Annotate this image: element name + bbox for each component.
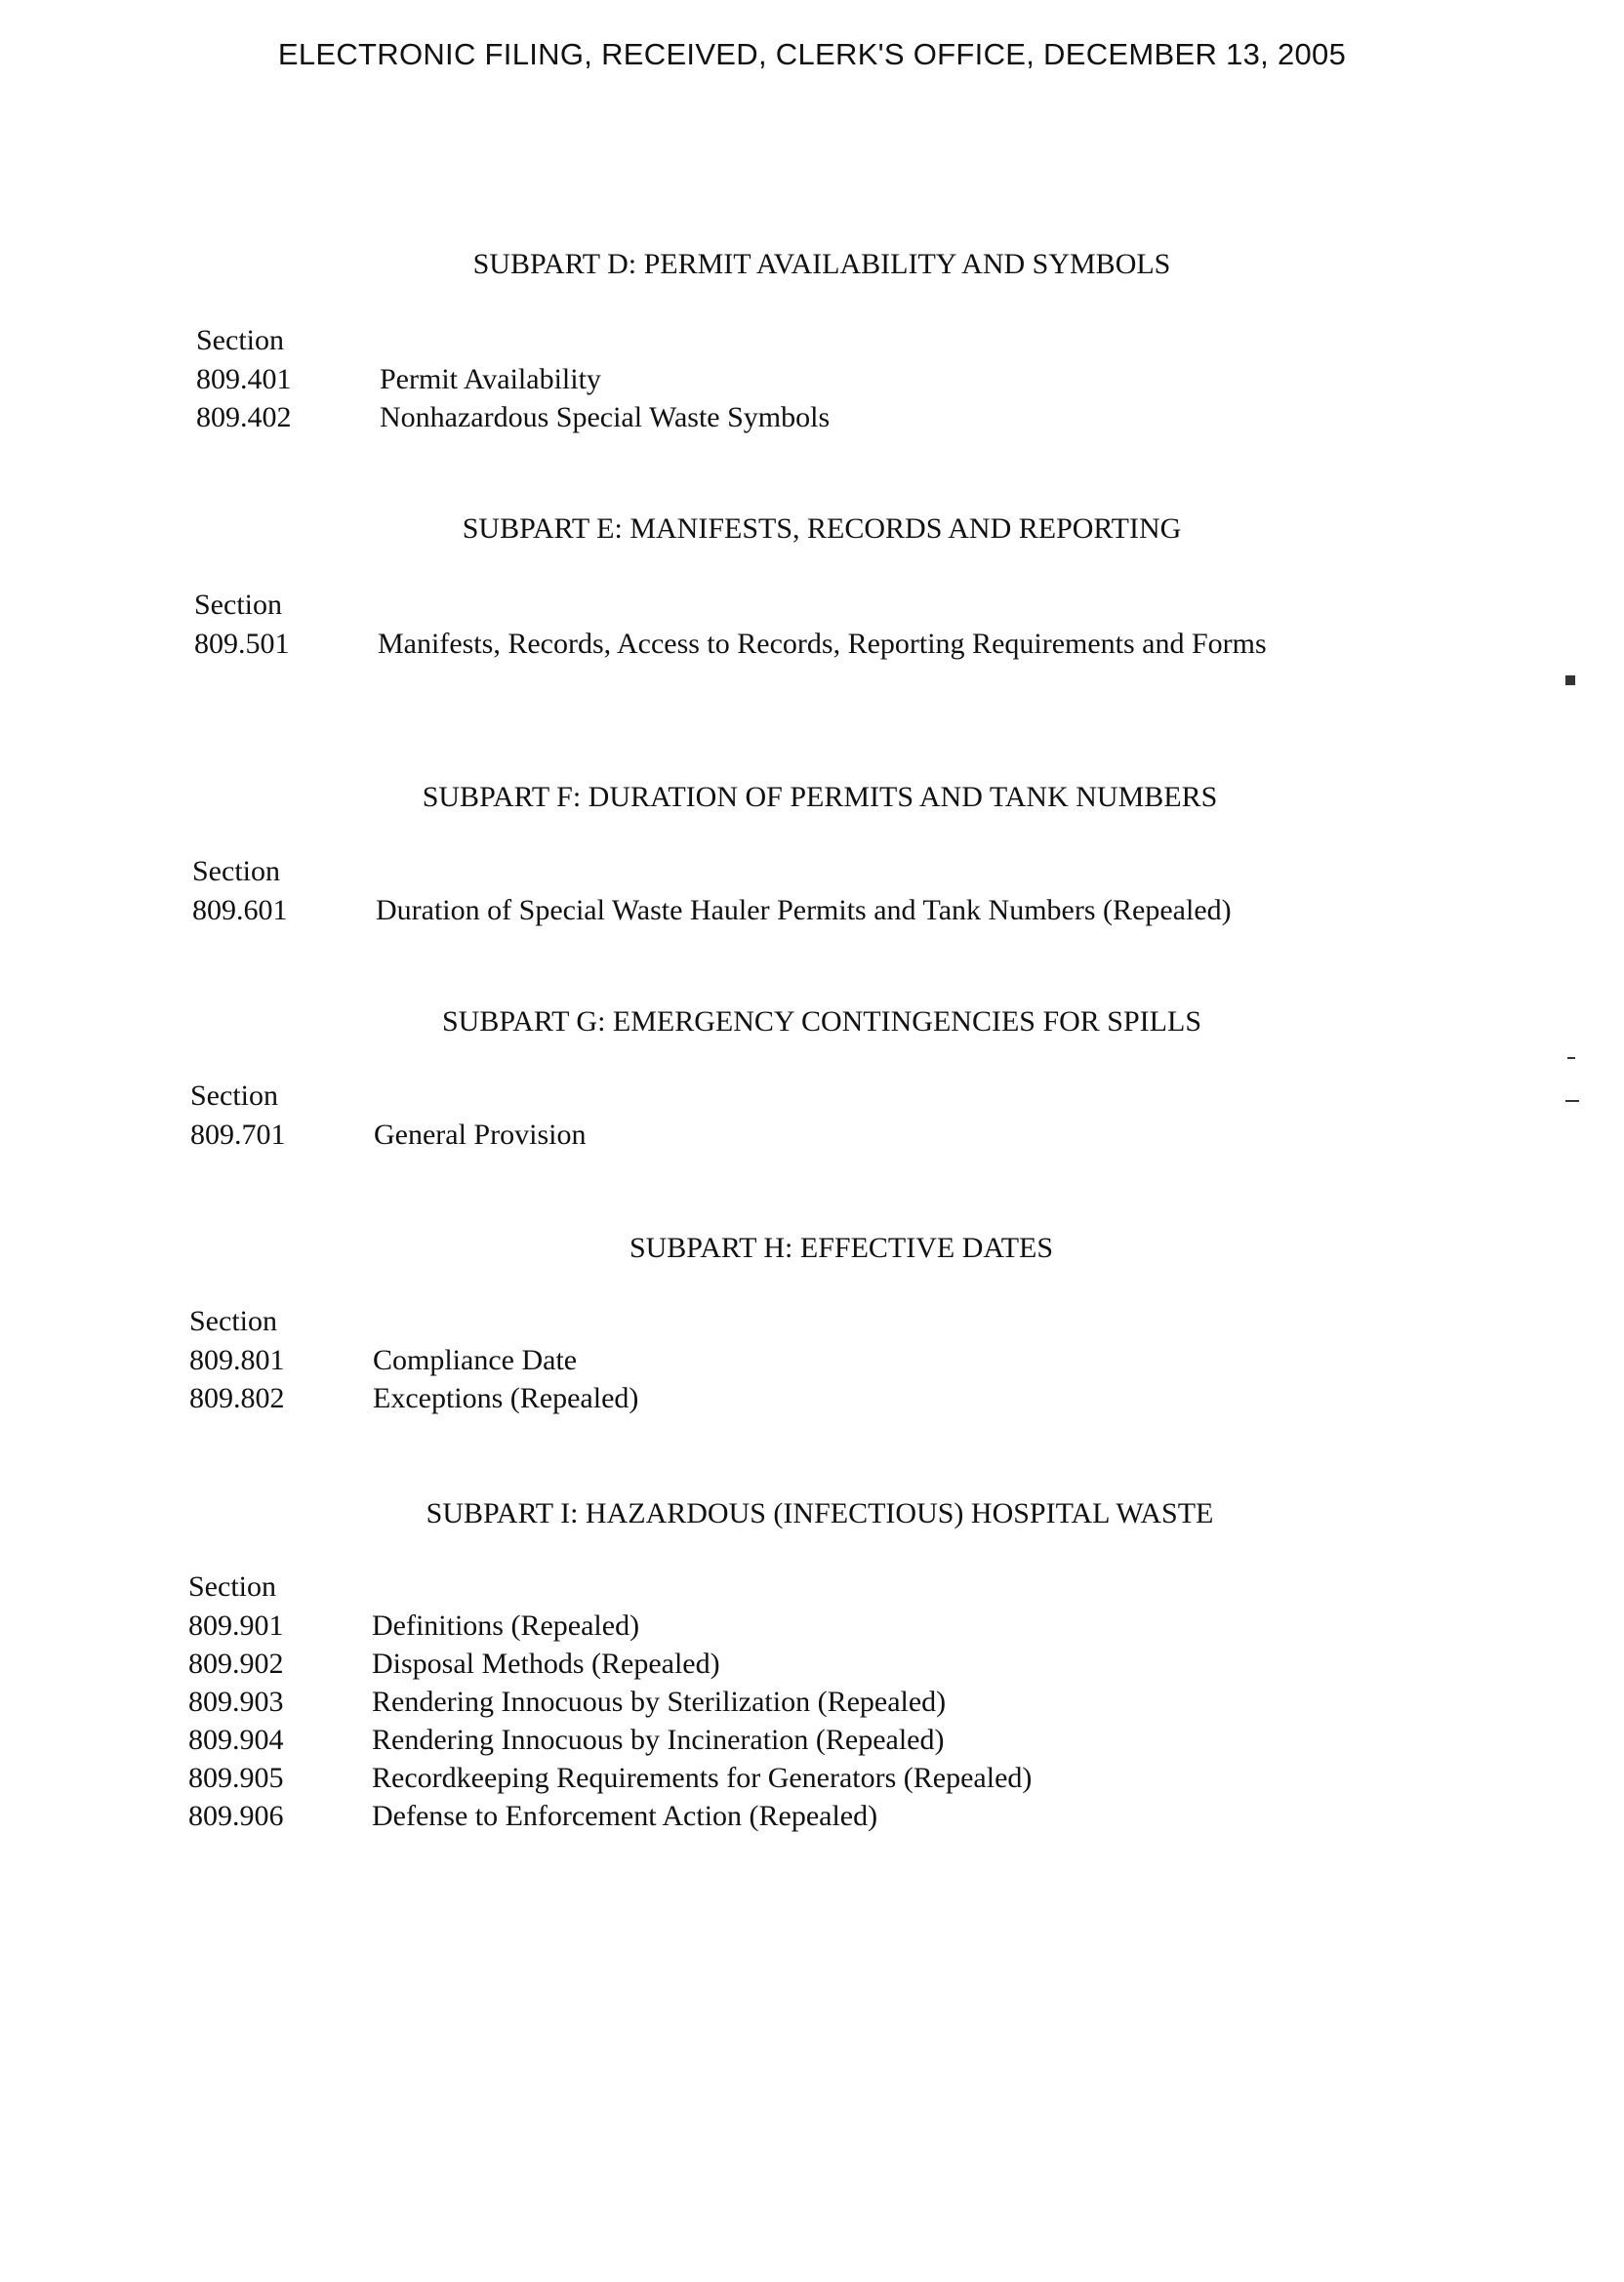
subpart-e-sections [194, 586, 1463, 663]
section-number: 809.801 [189, 1344, 285, 1376]
section-number: 809.905 [188, 1762, 284, 1794]
scan-artifact-mark [1565, 1100, 1579, 1102]
section-row [192, 891, 1461, 929]
section-title: Permit Availability [380, 363, 601, 395]
subpart-f-sections [192, 852, 1461, 929]
section-number: 809.701 [190, 1119, 286, 1151]
section-title: Recordkeeping Requirements for Generators (Repealed) [372, 1762, 1033, 1794]
section-title: Defense to Enforcement Action (Repealed) [372, 1800, 878, 1832]
section-title: Disposal Methods (Repealed) [372, 1648, 720, 1680]
section-title: Duration of Special Waste Hauler Permits and Tank Numbers (Repealed) [376, 894, 1232, 926]
section-number: 809.802 [189, 1382, 285, 1414]
section-number: 809.904 [188, 1724, 284, 1756]
section-number: 809.901 [188, 1610, 284, 1642]
section-label: Section [196, 324, 284, 356]
filing-stamp-header: ELECTRONIC FILING, RECEIVED, CLERK'S OFFICE, DECEMBER 13, 2005 [277, 37, 1347, 71]
section-label: Section [192, 855, 280, 887]
section-row [190, 1116, 1459, 1154]
section-number: 809.501 [194, 628, 290, 660]
section-row [196, 360, 1465, 398]
subpart-i-title: SUBPART I: HAZARDOUS (INFECTIOUS) HOSPITAL WASTE [426, 1497, 1214, 1529]
subpart-d-sections [196, 321, 1465, 436]
section-title: Nonhazardous Special Waste Symbols [380, 401, 831, 433]
section-label: Section [194, 589, 282, 621]
section-number: 809.902 [188, 1648, 284, 1680]
section-title: Compliance Date [373, 1344, 578, 1376]
subpart-g-title: SUBPART G: EMERGENCY CONTINGENCIES FOR SPILLS [441, 1005, 1202, 1038]
section-row [188, 1721, 1457, 1759]
section-row [189, 1379, 1458, 1417]
section-number: 809.903 [188, 1686, 284, 1718]
section-label: Section [188, 1570, 276, 1603]
subpart-i-sections [188, 1568, 1457, 1835]
section-title: General Provision [374, 1119, 587, 1151]
section-row [188, 1797, 1457, 1835]
section-label: Section [189, 1305, 277, 1337]
section-number: 809.401 [196, 363, 292, 395]
subpart-f-title: SUBPART F: DURATION OF PERMITS AND TANK NUMBERS [422, 781, 1218, 813]
section-label: Section [190, 1080, 278, 1112]
subpart-h-title: SUBPART H: EFFECTIVE DATES [629, 1232, 1054, 1264]
section-number: 809.601 [192, 894, 288, 926]
subpart-h-sections [189, 1302, 1458, 1417]
section-row [188, 1759, 1457, 1797]
section-title: Manifests, Records, Access to Records, Reporting Requirements and Forms [378, 628, 1267, 660]
section-title: Rendering Innocuous by Sterilization (Repealed) [372, 1686, 947, 1718]
section-row [188, 1645, 1457, 1683]
section-row [194, 625, 1463, 663]
subpart-e-title: SUBPART E: MANIFESTS, RECORDS AND REPORTING [462, 512, 1182, 545]
section-title: Exceptions (Repealed) [373, 1382, 639, 1414]
scan-artifact-mark [1567, 1057, 1575, 1059]
section-row [188, 1683, 1457, 1721]
subpart-d-title: SUBPART D: PERMIT AVAILABILITY AND SYMBOLS [472, 248, 1171, 280]
section-number: 809.906 [188, 1800, 284, 1832]
section-number: 809.402 [196, 401, 292, 433]
section-title: Rendering Innocuous by Incineration (Repealed) [372, 1724, 945, 1756]
scan-artifact-mark [1565, 675, 1575, 685]
section-row [189, 1341, 1458, 1379]
section-row [196, 398, 1465, 436]
section-row [188, 1607, 1457, 1645]
subpart-g-sections [190, 1077, 1459, 1154]
section-title: Definitions (Repealed) [372, 1610, 640, 1642]
